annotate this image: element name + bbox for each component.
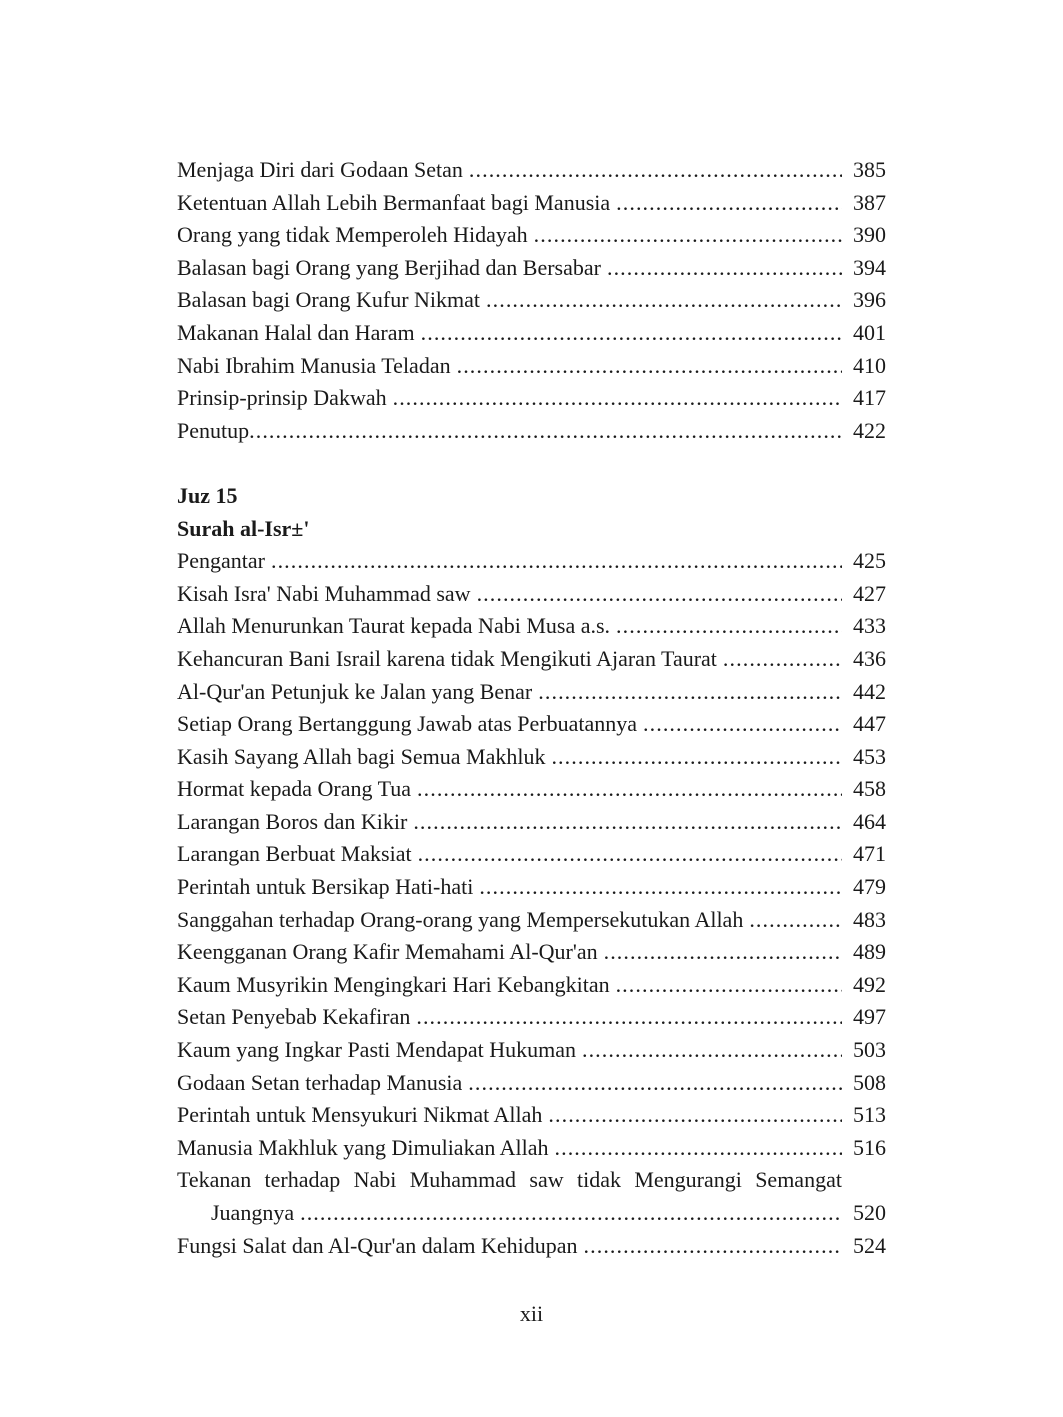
toc-entry-page: 385 <box>853 157 886 182</box>
toc-entry-title: Al-Qur'an Petunjuk ke Jalan yang Benar <box>177 678 533 704</box>
toc-entry-page: 489 <box>853 939 886 965</box>
toc-entry-title: Fungsi Salat dan Al-Qur'an dalam Kehidupan <box>177 1232 578 1258</box>
toc-entry-title: Kasih Sayang Allah bagi Semua Makhluk <box>177 743 546 769</box>
toc-entry-title: Penutup <box>177 417 250 443</box>
toc-entry-title: Nabi Ibrahim Manusia Teladan <box>177 352 451 378</box>
toc-entry-word: Muhammad <box>409 1167 517 1193</box>
toc-entry <box>177 1001 886 1034</box>
toc-entry-page: 497 <box>853 1004 886 1030</box>
dot-leader <box>468 1067 842 1100</box>
toc-entry-page: 422 <box>853 417 886 443</box>
toc-entry-page: 516 <box>853 1134 886 1160</box>
dot-leader <box>534 219 842 252</box>
toc-entry <box>177 708 886 741</box>
toc-entry-page: 483 <box>853 906 886 932</box>
toc-entry-page: 447 <box>853 711 886 737</box>
toc-entry-page: 520 <box>853 1200 886 1225</box>
toc-entry-title: Balasan bagi Orang Kufur Nikmat <box>177 287 481 313</box>
toc-entry <box>177 806 886 839</box>
toc-entry <box>177 154 886 187</box>
toc-entry-word: Tekanan <box>177 1167 252 1193</box>
toc-entry <box>177 1230 886 1263</box>
toc-entry-title: Setiap Orang Bertanggung Jawab atas Perbuatannya <box>177 711 638 737</box>
toc-entry-title: Kehancuran Bani Israil karena tidak Mengikuti Ajaran Taurat <box>177 645 717 671</box>
toc-entry-title: Kaum yang Ingkar Pasti Mendapat Hukuman <box>177 1037 576 1063</box>
section-gap <box>177 447 886 480</box>
dot-leader <box>616 187 842 220</box>
toc-entry <box>177 1099 886 1132</box>
toc-entry-page: 401 <box>853 319 886 345</box>
toc-entry <box>177 382 886 415</box>
toc-section-surah-al-isra <box>177 545 886 1164</box>
page-number-footer: xii <box>519 1301 544 1326</box>
dot-leader <box>723 643 842 676</box>
toc-section-continued <box>177 154 886 447</box>
toc-entry-title: Setan Penyebab Kekafiran <box>177 1004 411 1030</box>
dot-leader <box>249 415 842 448</box>
toc-entry-page: 417 <box>853 385 886 411</box>
toc-entry-title: Kisah Isra' Nabi Muhammad saw <box>177 580 471 606</box>
toc-entry-wrapped-second-line <box>177 1197 886 1230</box>
toc-entry-page: 442 <box>853 678 886 704</box>
toc-entry-title: Makanan Halal dan Haram <box>177 319 415 345</box>
dot-leader <box>479 871 842 904</box>
toc-entry <box>177 415 886 448</box>
toc-entry <box>177 284 886 317</box>
dot-leader <box>417 773 842 806</box>
juz-heading: Juz 15 <box>177 482 238 508</box>
toc-entry-page: 508 <box>853 1069 886 1095</box>
toc-entry-word: Semangat <box>755 1167 842 1193</box>
toc-entry <box>177 1067 886 1100</box>
toc-entry <box>177 545 886 578</box>
toc-entry-title: Keengganan Orang Kafir Memahami Al-Qur'an <box>177 939 598 965</box>
toc-entry <box>177 252 886 285</box>
toc-entry-title: Prinsip-prinsip Dakwah <box>177 385 387 411</box>
dot-leader <box>607 252 842 285</box>
toc-entry-title: Larangan Boros dan Kikir <box>177 808 408 834</box>
toc-entry <box>177 1034 886 1067</box>
toc-entry-page: 464 <box>853 808 886 834</box>
toc-entry-word: Mengurangi <box>634 1167 742 1193</box>
toc-entry <box>177 1132 886 1165</box>
toc-entry <box>177 350 886 383</box>
toc-entry-page: 503 <box>853 1037 886 1063</box>
dot-leader <box>604 936 842 969</box>
toc-entry <box>177 643 886 676</box>
toc-entry-title: Juangnya <box>211 1200 295 1225</box>
toc-entry <box>177 773 886 806</box>
toc-entry-page: 390 <box>853 222 886 248</box>
toc-entry-page: 394 <box>853 254 886 280</box>
toc-entry-page: 453 <box>853 743 886 769</box>
toc-entry-page: 436 <box>853 645 886 671</box>
dot-leader <box>749 904 842 937</box>
toc-entry <box>177 610 886 643</box>
toc-entry-page: 479 <box>853 874 886 900</box>
toc-entry-page: 492 <box>853 971 886 997</box>
toc-entry-page: 458 <box>853 776 886 802</box>
dot-leader <box>616 610 842 643</box>
dot-leader <box>643 708 842 741</box>
toc-entry <box>177 578 886 611</box>
dot-leader <box>469 154 842 187</box>
toc-entry-title: Manusia Makhluk yang Dimuliakan Allah <box>177 1134 549 1160</box>
toc-entry-title: Perintah untuk Mensyukuri Nikmat Allah <box>177 1102 543 1128</box>
toc-entry <box>177 904 886 937</box>
toc-entry-wrapped-first-line <box>177 1164 842 1197</box>
toc-entry-title: Larangan Berbuat Maksiat <box>177 841 412 867</box>
dot-leader <box>271 545 842 578</box>
toc-entry <box>177 676 886 709</box>
toc-entry <box>177 187 886 220</box>
dot-leader <box>616 969 842 1002</box>
dot-leader <box>548 1099 842 1132</box>
toc-entry-title: Pengantar <box>177 548 265 574</box>
toc-entry-page: 396 <box>853 287 886 313</box>
toc-entry-word: tidak <box>576 1167 621 1193</box>
toc-entry <box>177 741 886 774</box>
toc-entry <box>177 838 886 871</box>
toc-entry-word: terhadap <box>264 1167 341 1193</box>
toc-entry-title: Perintah untuk Bersikap Hati-hati <box>177 874 474 900</box>
toc-entry-page: 387 <box>853 189 886 215</box>
surah-heading: Surah al-Isr±' <box>177 515 310 541</box>
toc-entry-page: 410 <box>853 352 886 378</box>
toc-entry-page: 433 <box>853 613 886 639</box>
dot-leader <box>457 350 842 383</box>
dot-leader <box>584 1230 842 1263</box>
dot-leader <box>486 284 842 317</box>
toc-entry <box>177 317 886 350</box>
dot-leader <box>538 676 842 709</box>
toc-entry <box>177 871 886 904</box>
toc-entry-page: 524 <box>853 1232 886 1258</box>
toc-entry-title: Kaum Musyrikin Mengingkari Hari Kebangkitan <box>177 971 610 997</box>
toc-entry-title: Balasan bagi Orang yang Berjihad dan Bersabar <box>177 254 601 280</box>
dot-leader <box>300 1197 842 1230</box>
toc-entry-title: Menjaga Diri dari Godaan Setan <box>177 157 463 182</box>
toc-entry-page: 513 <box>853 1102 886 1128</box>
toc-entry-title: Orang yang tidak Memperoleh Hidayah <box>177 222 528 248</box>
dot-leader <box>477 578 842 611</box>
toc-entry-word: Nabi <box>353 1167 397 1193</box>
toc-entry <box>177 936 886 969</box>
dot-leader <box>418 838 842 871</box>
toc-entry-word: saw <box>529 1167 564 1193</box>
toc-entry-title: Hormat kepada Orang Tua <box>177 776 412 802</box>
dot-leader <box>582 1034 842 1067</box>
toc-entry-page: 471 <box>853 841 886 867</box>
dot-leader <box>416 1001 842 1034</box>
toc-entry-page: 427 <box>853 580 886 606</box>
toc-entry-title: Sanggahan terhadap Orang-orang yang Mempersekutukan Allah <box>177 906 744 932</box>
dot-leader <box>551 741 842 774</box>
toc-entry <box>177 969 886 1002</box>
toc-entry-title: Godaan Setan terhadap Manusia <box>177 1069 463 1095</box>
dot-leader <box>413 806 842 839</box>
dot-leader <box>393 382 842 415</box>
toc-entry-title: Ketentuan Allah Lebih Bermanfaat bagi Manusia <box>177 189 611 215</box>
toc-entry <box>177 219 886 252</box>
dot-leader <box>555 1132 843 1165</box>
toc-entry-title: Allah Menurunkan Taurat kepada Nabi Musa a.s. <box>177 613 611 639</box>
toc-entry-page: 425 <box>853 548 886 574</box>
dot-leader <box>421 317 842 350</box>
table-of-contents <box>177 154 886 1262</box>
